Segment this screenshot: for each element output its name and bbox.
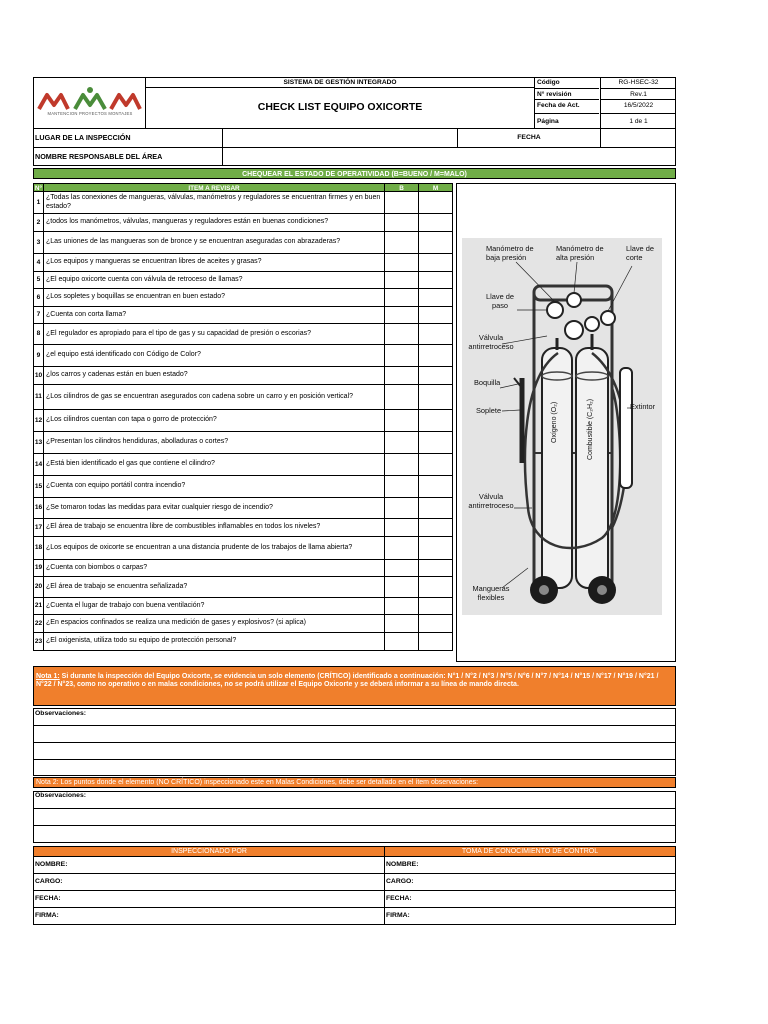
table-row [33,367,453,385]
label-valvula-2: Válvula antirretroceso [468,492,514,511]
item-number: 23 [33,633,44,651]
meta-label-page: Página [535,113,599,129]
check-m-cell[interactable] [419,385,453,410]
check-b-cell[interactable] [385,432,419,454]
table-row [33,324,453,345]
label-combustible: Combustible (C₂H₂) [587,398,594,460]
item-text: ¿Cuenta con corta llama? [44,307,385,324]
table-row [33,345,453,367]
check-m-cell[interactable] [419,214,453,232]
sig-left-field[interactable] [33,874,385,891]
table-row [33,577,453,598]
item-text: ¿Se tomaron todas las medidas para evitar cualquier riesgo de incendio? [44,498,385,519]
item-text: ¿el equipo está identificado con Código de Color? [44,345,385,367]
label-soplete: Soplete [476,406,502,415]
nota1-text: Si durante la inspección del Equipo Oxicorte, se evidencia un solo elemento (CRÍTICO) identificado a continuación: N°1 / N°2 / N°3 / N°5 / N°6 / N°7 / N°14 / N°15 / N°17 / N°19 / N°21 / N°22 / N°23, como no operativo o en malas condiciones, no se podrá utilizar el Equipo Oxicorte y se deberá informar a su línea de mando directa. [36,673,659,689]
check-b-cell[interactable] [385,367,419,385]
observaciones-2-label: Observaciones: [35,792,86,799]
system-name: SISTEMA DE GESTIÓN INTEGRADO [146,77,534,88]
label-boquilla: Boquilla [474,378,501,387]
table-row [33,232,453,254]
company-logo [35,81,145,125]
item-text: ¿El regulador es apropiado para el tipo de gas y su capacidad de presión o escorias? [44,324,385,345]
check-b-cell[interactable] [385,214,419,232]
check-m-cell[interactable] [419,367,453,385]
table-row [33,254,453,272]
check-b-cell[interactable] [385,454,419,476]
item-text: ¿Los equipos y mangueras se encuentran libres de aceites y grasas? [44,254,385,272]
item-text: ¿Presentan los cilindros hendiduras, abolladuras o cortes? [44,432,385,454]
item-text: ¿Los equipos de oxicorte se encuentran a una distancia prudente de los trabajos de llama abierta? [44,537,385,560]
item-number: 19 [33,560,44,577]
table-row [33,192,453,214]
nota1-prefix: Nota 1: [36,673,60,680]
table-row [33,615,453,633]
check-m-cell[interactable] [419,615,453,633]
check-m-cell[interactable] [419,289,453,307]
item-text: ¿El área de trabajo se encuentra libre de combustibles inflamables en todos los niveles? [44,519,385,537]
meta-label-code: Código [537,79,560,86]
meta-value-revision: Rev.1 [601,88,676,99]
check-b-cell[interactable] [385,598,419,615]
label-valvula-1: Válvula antirretroceso [468,333,514,352]
item-number: 1 [33,192,44,214]
item-text: ¿Está bien identificado el gas que contiene el cilindro? [44,454,385,476]
item-number: 5 [33,272,44,289]
item-text: ¿Las uniones de las mangueras son de bronce y se encuentran aseguradas con abrazaderas? [44,232,385,254]
table-row [33,560,453,577]
meta-table [534,77,676,129]
item-number: 8 [33,324,44,345]
sig-left-field[interactable] [33,891,385,908]
item-text: ¿los carros y cadenas están en buen estado? [44,367,385,385]
item-text: ¿El área de trabajo se encuentra señalizada? [44,577,385,598]
check-b-cell[interactable] [385,519,419,537]
fecha-input[interactable] [601,129,676,147]
item-text: ¿Todas las conexiones de mangueras, válvulas, manómetros y reguladores se encuentran firmes y en buen estado? [44,192,385,214]
sig-right-field[interactable] [385,908,676,925]
oxicorte-diagram [462,238,662,615]
item-text: ¿El equipo oxicorte cuenta con válvula de retroceso de llamas? [44,272,385,289]
table-row [33,410,453,432]
check-b-cell[interactable] [385,560,419,577]
obs2-line-2[interactable] [34,825,675,843]
label-manometro-baja: Manómetro de baja presión [486,244,534,263]
item-number: 15 [33,476,44,498]
item-text: ¿En espacios confinados se realiza una medición de gases y explosivos? (si aplica) [44,615,385,633]
item-number: 3 [33,232,44,254]
item-text: ¿Cuenta con equipo portátil contra incendio? [44,476,385,498]
check-b-cell[interactable] [385,385,419,410]
document-title: CHECK LIST EQUIPO OXICORTE [257,101,423,113]
fecha-label: FECHA [458,129,601,147]
observaciones-1-label: Observaciones: [35,710,86,717]
sig-right-label: CARGO: [386,878,414,886]
check-m-cell[interactable] [419,560,453,577]
check-m-cell[interactable] [419,454,453,476]
obs1-line-3[interactable] [34,759,675,776]
check-b-cell[interactable] [385,232,419,254]
label-extintor: Extintor [630,402,656,411]
sig-left-label: CARGO: [35,878,63,886]
check-b-cell[interactable] [385,345,419,367]
obs2-line-1[interactable] [34,808,675,825]
item-number: 20 [33,577,44,598]
obs1-line-2[interactable] [34,742,675,759]
check-m-cell[interactable] [419,633,453,651]
item-number: 7 [33,307,44,324]
sig-right-label: NOMBRE: [386,861,419,869]
lugar-label: LUGAR DE LA INSPECCIÓN [33,129,223,147]
item-text: ¿todos los manómetros, válvulas, mangueras y reguladores están en buenas condiciones? [44,214,385,232]
nota1-box [33,666,676,706]
label-manometro-alta: Manómetro de alta presión [556,244,604,263]
check-b-cell[interactable] [385,254,419,272]
lugar-input[interactable] [223,129,458,147]
item-number: 16 [33,498,44,519]
check-b-cell[interactable] [385,577,419,598]
sig-left-label: NOMBRE: [35,861,68,869]
logo-text: MANTENCION PROYECTOS MONTAJES [47,111,133,116]
item-number: 22 [33,615,44,633]
check-m-cell[interactable] [419,272,453,289]
observaciones-2 [33,791,676,843]
sig-right-label: FIRMA: [386,912,410,920]
sig-right-field[interactable] [385,891,676,908]
check-b-cell[interactable] [385,633,419,651]
check-b-cell[interactable] [385,615,419,633]
item-number: 10 [33,367,44,385]
sig-right-label: FECHA: [386,895,412,903]
check-b-cell[interactable] [385,476,419,498]
item-number: 6 [33,289,44,307]
item-number: 14 [33,454,44,476]
table-row [33,214,453,232]
item-number: 2 [33,214,44,232]
table-row [33,633,453,651]
table-row [33,519,453,537]
signature-row [33,908,676,925]
item-number: 13 [33,432,44,454]
item-text: ¿Cuenta el lugar de trabajo con buena ventilación? [44,598,385,615]
item-number: 9 [33,345,44,367]
sig-left-field[interactable] [33,908,385,925]
check-m-cell[interactable] [419,345,453,367]
toma-conocimiento-header: TOMA DE CONOCIMIENTO DE CONTROL [385,846,676,857]
signature-row [33,874,676,891]
label-llave-paso: Llave de paso [486,292,514,311]
check-m-cell[interactable] [419,307,453,324]
observaciones-1 [33,708,676,776]
table-row [33,307,453,324]
item-number: 11 [33,385,44,410]
nota2-banner: Nota 2: Los puntos donde el elemento (NO CRÍTICO) inspeccionado este en Malas Condiciones, debe ser detallado en el ítem observaciones: [33,777,676,788]
meta-label-revision: N° revisión [535,88,599,99]
sig-left-field[interactable] [33,857,385,874]
check-b-cell[interactable] [385,192,419,214]
signature-row [33,857,676,874]
inspeccionado-por-header: INSPECCIONADO POR [33,846,385,857]
check-b-cell[interactable] [385,307,419,324]
responsable-label: NOMBRE RESPONSABLE DEL ÁREA [33,148,223,166]
col-item-header: ITEM A REVISAR [44,183,385,192]
item-text: ¿Cuenta con biombos o carpas? [44,560,385,577]
sig-right-field[interactable] [385,857,676,874]
check-m-cell[interactable] [419,192,453,214]
check-b-cell[interactable] [385,410,419,432]
check-m-cell[interactable] [419,519,453,537]
signature-row [33,891,676,908]
check-b-cell[interactable] [385,537,419,560]
sig-left-label: FECHA: [35,895,61,903]
col-b-header: B [385,183,419,192]
table-row [33,598,453,615]
logo-cell [33,77,146,129]
meta-value-page: 1 de 1 [601,113,676,129]
item-text: ¿Los sopletes y boquillas se encuentran en buen estado? [44,289,385,307]
check-b-cell[interactable] [385,289,419,307]
col-m-header: M [419,183,453,192]
table-row [33,537,453,560]
table-row [33,454,453,476]
item-text: ¿Los cilindros de gas se encuentran asegurados con cadena sobre un carro y en posición vertical? [44,385,385,410]
meta-value-code: RG-HSEC-32 [618,79,659,86]
check-m-cell[interactable] [419,254,453,272]
table-row [33,476,453,498]
item-number: 17 [33,519,44,537]
check-m-cell[interactable] [419,410,453,432]
label-oxigeno: Oxígeno (O₂) [551,401,558,443]
item-number: 21 [33,598,44,615]
check-b-cell[interactable] [385,324,419,345]
label-llave-corte: Llave de corte [626,244,654,263]
item-number: 4 [33,254,44,272]
check-m-cell[interactable] [419,324,453,345]
label-mangueras: Mangueras flexibles [472,584,510,603]
check-b-cell[interactable] [385,498,419,519]
table-row [33,272,453,289]
check-m-cell[interactable] [419,537,453,560]
table-row [33,498,453,519]
item-text: ¿El oxigenista, utiliza todo su equipo de protección personal? [44,633,385,651]
col-num-header: N° [34,185,43,192]
item-text: ¿Los cilindros cuentan con tapa o gorro de protección? [44,410,385,432]
sig-left-label: FIRMA: [35,912,59,920]
check-b-cell[interactable] [385,272,419,289]
check-m-cell[interactable] [419,432,453,454]
item-number: 12 [33,410,44,432]
check-m-cell[interactable] [419,476,453,498]
item-number: 18 [33,537,44,560]
check-m-cell[interactable] [419,577,453,598]
meta-value-date: 16/5/2022 [601,99,676,113]
obs1-line-1[interactable] [34,725,675,742]
table-row [33,385,453,410]
checklist-banner: CHEQUEAR EL ESTADO DE OPERATIVIDAD (B=BUENO / M=MALO) [33,168,676,179]
table-row [33,432,453,454]
sig-right-field[interactable] [385,874,676,891]
check-m-cell[interactable] [419,232,453,254]
check-m-cell[interactable] [419,498,453,519]
responsable-input[interactable] [223,148,676,166]
table-row [33,289,453,307]
check-m-cell[interactable] [419,598,453,615]
meta-label-date: Fecha de Act. [535,99,599,113]
